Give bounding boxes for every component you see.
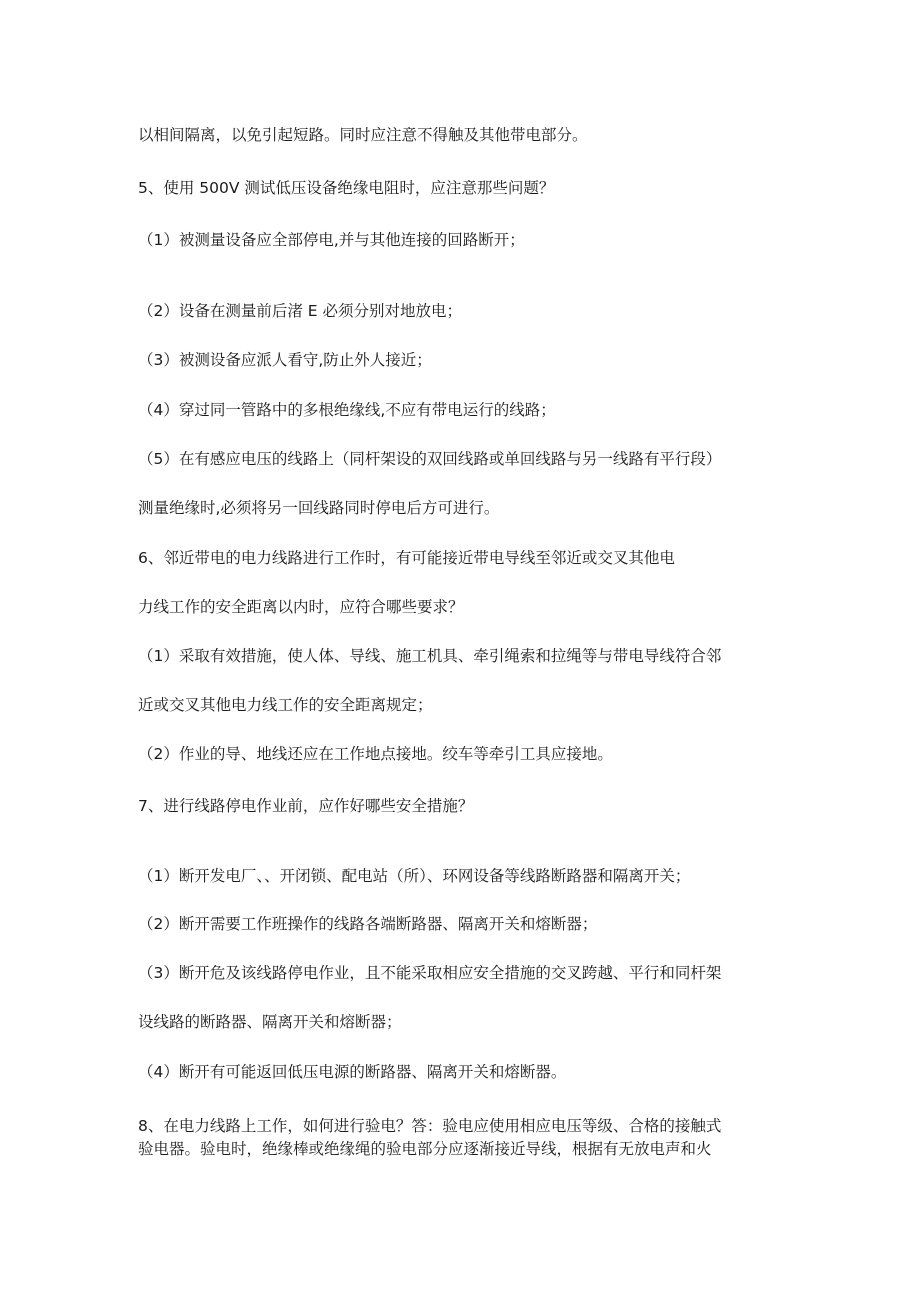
answer-7-item-3-cont: 设线路的断路器、隔离开关和熔断器； [138,1013,402,1031]
answer-5-item-3: （3）被测设备应派人看守,防止外人接近； [138,351,432,369]
question-6-heading-cont: 力线工作的安全距离以内时，应符合哪些要求？ [138,598,464,616]
answer-6-item-1: （1）采取有效措施，使人体、导线、施工机具、牵引绳索和拉绳等与带电导线符合邻 [138,647,722,665]
question-7-heading: 7、进行线路停电作业前，应作好哪些安全措施？ [138,797,474,815]
question-6-heading: 6、邻近带电的电力线路进行工作时，有可能接近带电导线至邻近或交叉其他电 [138,549,675,567]
answer-5-item-2: （2）设备在测量前后渚 E 必须分别对地放电； [138,302,463,320]
question-8-paragraph-cont: 验电器。验电时，绝缘棒或绝缘绳的验电部分应逐渐接近导线，根据有无放电声和火 [138,1140,712,1158]
question-8-paragraph: 8、在电力线路上工作，如何进行验电？答：验电应使用相应电压等级、合格的接触式 [138,1117,722,1135]
answer-5-item-5-cont: 测量绝缘时,必须将另一回线路同时停电后方可进行。 [138,499,500,517]
answer-5-item-1: （1）被测量设备应全部停电,并与其他连接的回路断开； [138,231,525,249]
text-line-1: 以相间隔离，以免引起短路。同时应注意不得触及其他带电部分。 [138,126,588,144]
answer-7-item-2: （2）断开需要工作班操作的线路各端断路器、隔离开关和熔断器； [138,915,598,933]
answer-5-item-4: （4）穿过同一管路中的多根绝缘线,不应有带电运行的线路； [138,401,556,419]
answer-6-item-2: （2）作业的导、地线还应在工作地点接地。绞车等牵引工具应接地。 [138,745,613,763]
answer-5-item-5: （5）在有感应电压的线路上（同杆架设的双回线路或单回线路与另一线路有平行段） [138,450,722,468]
answer-6-item-1-cont: 近或交叉其他电力线工作的安全距离规定； [138,696,433,714]
answer-7-item-1: （1）断开发电厂、、开闭锁、配电站（所）、环网设备等线路断路器和隔离开关； [138,867,691,885]
question-5-heading: 5、使用 500V 测试低压设备绝缘电阻时，应注意那些问题？ [138,179,555,197]
answer-7-item-3: （3）断开危及该线路停电作业，且不能采取相应安全措施的交叉跨越、平行和同杆架 [138,964,722,982]
answer-7-item-4: （4）断开有可能返回低压电源的断路器、隔离开关和熔断器。 [138,1063,567,1081]
